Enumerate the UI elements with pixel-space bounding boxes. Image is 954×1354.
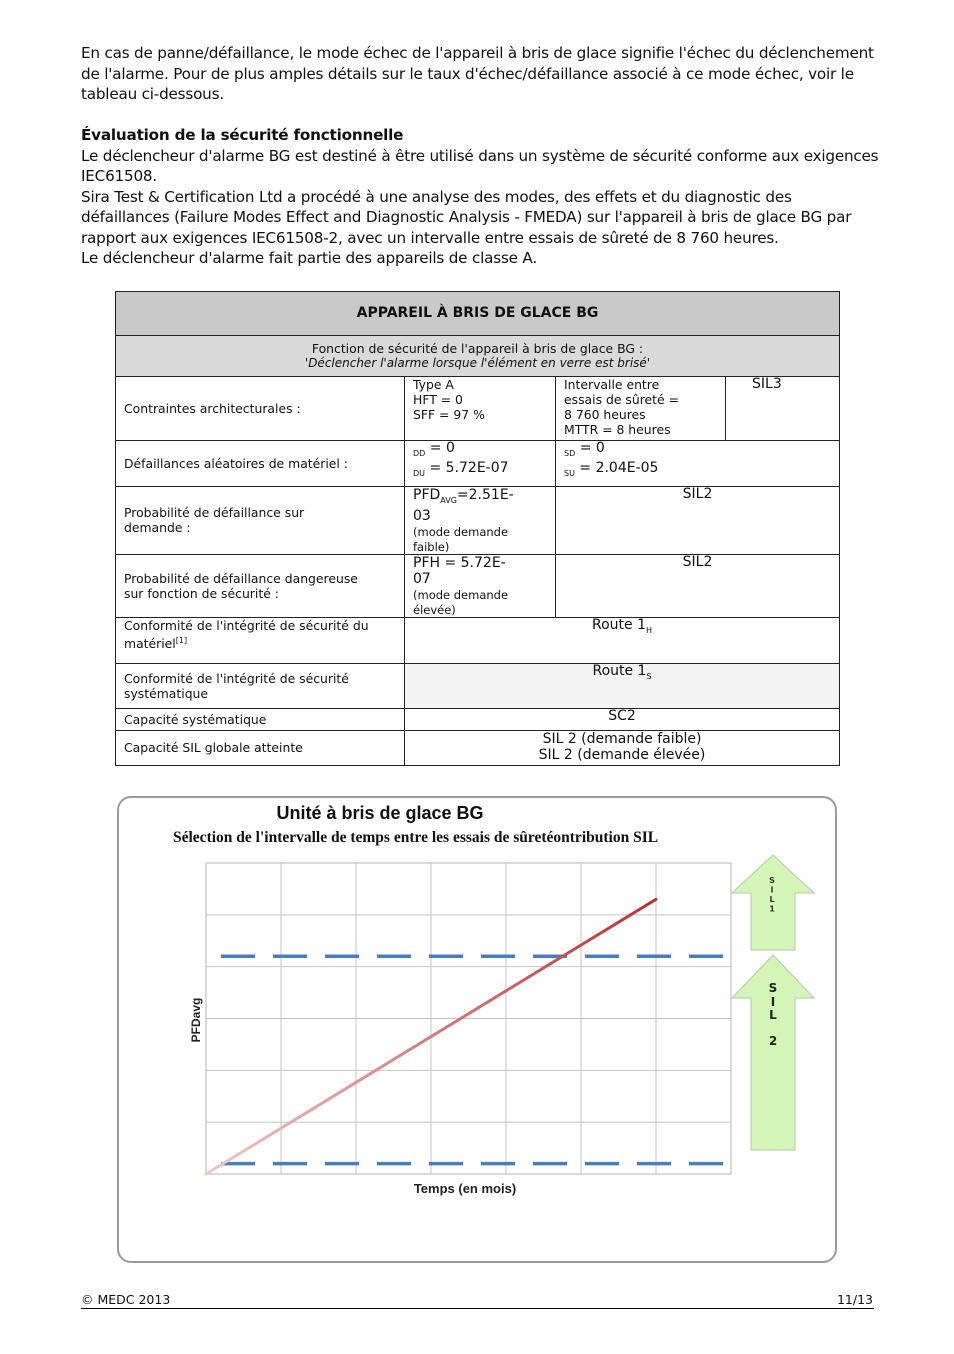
su-sub: SU	[564, 468, 575, 478]
arch-interval-line: essais de sûreté =	[564, 392, 679, 407]
pfd-note: faible)	[413, 539, 450, 554]
hw-footnote-ref: [1]	[175, 635, 188, 645]
sil2-label-letter: 2	[768, 1034, 778, 1048]
arch-mttr: MTTR = 8 heures	[564, 422, 671, 437]
iec-text: Le déclencheur d'alarme BG est destiné à être utilisé dans un système de sécurité conforme aux exigences IEC61508.	[81, 146, 879, 185]
hw-label-line: matériel	[124, 635, 176, 651]
sil2-arrow	[732, 955, 814, 1150]
dd-sub: DD	[413, 448, 426, 458]
sil1-label-letter: L	[769, 895, 775, 904]
pfh-value: PFH = 5.72E-	[413, 554, 506, 571]
sil1-label-letter: S	[769, 876, 775, 885]
hw-route-sub: H	[646, 625, 653, 635]
class-text: Le déclencheur d'alarme fait partie des appareils de classe A.	[81, 249, 537, 267]
fmeda-text: Sira Test & Certification Ltd a procédé à une analyse des modes, des effets et du diagnostic des défaillances (Failure Modes Effect and Diagnostic Analysis - FMEDA) sur l'appareil à bris de glace BG par rapport aux exigences IEC61508-2, avec un intervalle entre essais de sûreté de 8 760 heures.	[81, 187, 852, 247]
sys-route-sub: S	[646, 671, 652, 681]
sil2-label-letter: I	[770, 995, 776, 1009]
dd-value: = 0	[429, 440, 455, 456]
sil2-label-letter: S	[768, 981, 778, 995]
arch-label: Contraintes architecturales :	[116, 377, 405, 441]
sys-label-line: Conformité de l'intégrité de sécurité	[124, 670, 349, 686]
pfh-note: (mode demande	[413, 587, 509, 602]
arch-sff: SFF = 97 %	[413, 407, 485, 422]
sd-value: = 0	[579, 440, 605, 456]
footer-copyright: © MEDC 2013	[81, 1292, 171, 1307]
table-title: APPAREIL À BRIS DE GLACE BG	[116, 292, 840, 336]
arch-type: Type A	[413, 377, 454, 392]
safety-function-label: Fonction de sécurité de l'appareil à bris de glace BG :	[311, 341, 644, 356]
arch-interval-line: Intervalle entre	[564, 377, 660, 392]
du-value: = 5.72E-07	[429, 459, 509, 476]
chart-subtitle: Sélection de l'intervalle de temps entre les essais de sûretéontribution SIL	[173, 829, 659, 846]
footer-rule	[81, 1308, 874, 1309]
sys-route-value: Route 1	[592, 662, 647, 679]
sil1-label-letter: I	[770, 885, 774, 895]
pfh-sil: SIL2	[556, 554, 840, 617]
pfh-note: élevée)	[413, 602, 456, 617]
pfh-label-line: Probabilité de défaillance dangereuse	[124, 570, 358, 586]
sil1-arrow	[732, 855, 814, 950]
pfh-value: 07	[413, 570, 431, 587]
global-value-high: SIL 2 (demande élevée)	[538, 746, 706, 763]
arch-interval-line: 8 760 heures	[564, 407, 646, 422]
global-label: Capacité SIL globale atteinte	[116, 730, 405, 765]
arch-hft: HFT = 0	[413, 392, 463, 407]
global-value-low: SIL 2 (demande faible)	[542, 730, 702, 747]
y-axis-label: PFDavg	[189, 997, 203, 1043]
footer-page-number: 11/13	[836, 1292, 873, 1307]
sil-thresholds	[221, 956, 731, 1163]
su-value: = 2.04E-05	[579, 459, 659, 476]
pfd-sil: SIL2	[556, 487, 840, 555]
pfd-note: (mode demande	[413, 524, 509, 539]
safety-function-value: 'Déclencher l'alarme lorsque l'élément en verre est brisé'	[304, 356, 651, 370]
sil2-label-letter: L	[769, 1008, 777, 1022]
hw-label-line: Conformité de l'intégrité de sécurité du	[124, 617, 369, 633]
chart-title: Unité à bris de glace BG	[276, 803, 484, 823]
pfh-label-line: sur fonction de sécurité :	[124, 585, 279, 601]
hw-route-value: Route 1	[592, 616, 646, 633]
pfd-value: =2.51E-	[456, 487, 514, 503]
sil1-label-letter: 1	[769, 904, 775, 914]
du-sub: DU	[413, 468, 426, 478]
x-axis-label: Temps (en mois)	[413, 1181, 517, 1196]
sd-sub: SD	[564, 448, 576, 458]
cap-label: Capacité systématique	[116, 708, 405, 730]
failure-mode-text: En cas de panne/défaillance, le mode échec de l'appareil à bris de glace signifie l'échec du déclenchement de l'alarme. Pour de plus amples détails sur le taux d'échec/défaillance associé à ce mode échec, voir le tableau ci-dessous.	[81, 44, 874, 103]
sys-label-line: systématique	[124, 685, 209, 701]
arch-sil: SIL3	[726, 377, 840, 441]
pfd-value: 03	[413, 507, 431, 524]
pfd-prefix: PFD	[413, 487, 441, 503]
random-label: Défaillances aléatoires de matériel :	[116, 441, 405, 487]
pfd-label-line: Probabilité de défaillance sur	[124, 505, 305, 521]
section-heading: Évaluation de la sécurité fonctionnelle	[81, 126, 404, 144]
pfd-sub: AVG	[440, 495, 457, 505]
pfd-label-line: demande :	[124, 520, 191, 536]
cap-value: SC2	[405, 708, 840, 730]
